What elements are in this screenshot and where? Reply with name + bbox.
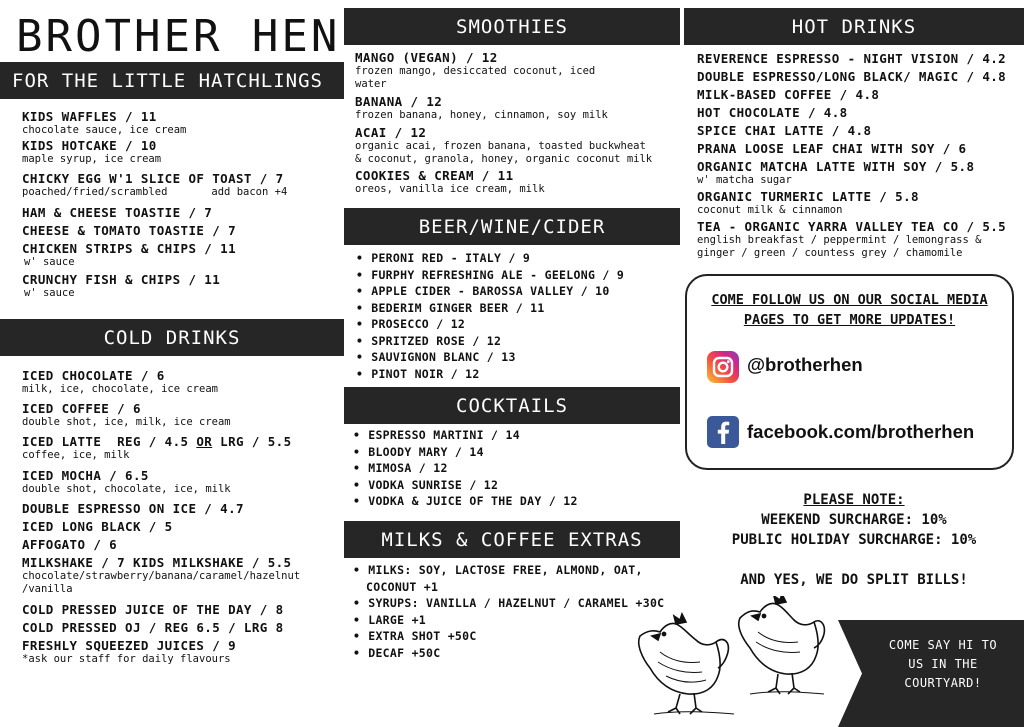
list-item: • BEDERIM GINGER BEER / 11 (356, 300, 624, 317)
smoothies-header (344, 8, 680, 45)
list-item: • PINOT NOIR / 12 (356, 366, 624, 383)
beer-wine-cider-list (356, 250, 624, 382)
menu-item: CHICKEN STRIPS & CHIPS / 11 w' sauce (22, 241, 236, 268)
holiday-surcharge: PUBLIC HOLIDAY SURCHARGE: 10% (731, 532, 977, 548)
menu-item: PRANA LOOSE LEAF CHAI WITH SOY / 6 (697, 141, 967, 156)
list-item: • ESPRESSO MARTINI / 14 (353, 427, 578, 444)
cocktails-header-label: COCKTAILS (456, 394, 568, 417)
list-item: • MIMOSA / 12 (353, 460, 578, 477)
list-item: • SYRUPS: VANILLA / HAZELNUT / CARAMEL +30C (353, 595, 664, 612)
menu-item: COOKIES & CREAM / 11 oreos, vanilla ice cream, milk (355, 168, 545, 195)
social-media-box (685, 274, 1014, 470)
menu-item: ORGANIC TURMERIC LATTE / 5.8 coconut milk & cinnamon (697, 189, 919, 216)
list-item: • APPLE CIDER - BAROSSA VALLEY / 10 (356, 283, 624, 300)
cocktails-list (353, 427, 578, 510)
extras-header (344, 521, 680, 558)
please-note (684, 490, 1024, 590)
extras-list (353, 562, 664, 661)
smoothies-menu (355, 50, 652, 196)
list-item: • VODKA & JUICE OF THE DAY / 12 (353, 493, 578, 510)
menu-item: ICED LONG BLACK / 5 (22, 519, 173, 534)
menu-item: DOUBLE ESPRESSO/LONG BLACK/ MAGIC / 4.8 (697, 69, 1007, 84)
cold-drinks-menu (22, 368, 300, 666)
menu-item: CHEESE & TOMATO TOASTIE / 7 (22, 223, 236, 238)
menu-item: FRESHLY SQUEEZED JUICES / 9 *ask our staff for daily flavours (22, 638, 236, 665)
list-item: • PROSECCO / 12 (356, 316, 624, 333)
menu-item: REVERENCE ESPRESSO - NIGHT VISION / 4.2 (697, 51, 1007, 66)
menu-item: KIDS WAFFLES / 11 chocolate sauce, ice cream (22, 109, 187, 136)
instagram-handle[interactable]: @brotherhen (747, 354, 863, 375)
menu-item: HOT CHOCOLATE / 4.8 (697, 105, 848, 120)
menu-item: ICED MOCHA / 6.5 double shot, chocolate, ice, milk (22, 468, 231, 495)
kids-header (0, 62, 344, 99)
brand-title: BROTHER HEN (16, 11, 341, 62)
smoothies-header-label: SMOOTHIES (456, 15, 568, 38)
menu-item: AFFOGATO / 6 (22, 537, 118, 552)
menu-item: HAM & CHEESE TOASTIE / 7 (22, 205, 213, 220)
menu-item: ICED LATTE REG / 4.5 OR LRG / 5.5 coffee, ice, milk (22, 434, 292, 461)
list-item: • SPRITZED ROSE / 12 (356, 333, 624, 350)
weekend-surcharge: WEEKEND SURCHARGE: 10% (761, 512, 947, 528)
list-item: • DECAF +50C (353, 645, 664, 662)
courtyard-text: COME SAY HI TO US IN THE COURTYARD! (888, 638, 998, 690)
hens-illustration (630, 596, 826, 720)
beer-wine-cider-header-label: BEER/WINE/CIDER (418, 215, 606, 238)
menu-item: MANGO (VEGAN) / 12 frozen mango, desiccated coconut, iced water (355, 50, 596, 90)
list-item: • EXTRA SHOT +50C (353, 628, 664, 645)
cold-drinks-header (0, 319, 344, 356)
menu-item: MILK-BASED COFFEE / 4.8 (697, 87, 880, 102)
list-item: • VODKA SUNRISE / 12 (353, 477, 578, 494)
menu-item: ACAI / 12 organic acai, frozen banana, toasted buckwheat & coconut, granola, honey, organic coconut milk (355, 125, 653, 165)
menu-item: KIDS HOTCAKE / 10 maple syrup, ice cream (22, 138, 162, 165)
list-item: • BLOODY MARY / 14 (353, 444, 578, 461)
menu-item: SPICE CHAI LATTE / 4.8 (697, 123, 872, 138)
please-note-title: PLEASE NOTE: (803, 492, 905, 508)
list-item-cont: COCONUT +1 (366, 579, 439, 594)
menu-item: TEA - ORGANIC YARRA VALLEY TEA CO / 5.5 english breakfast / peppermint / lemongrass & ginger / green / countess grey / chamomile (697, 219, 1007, 259)
split-bills-note: AND YES, WE DO SPLIT BILLS! (740, 572, 968, 588)
menu-item: MILKSHAKE / 7 KIDS MILKSHAKE / 5.5 chocolate/strawberry/banana/caramel/hazelnut /vanilla (22, 555, 301, 595)
menu-item: ORGANIC MATCHA LATTE WITH SOY / 5.8 w' matcha sugar (697, 159, 975, 186)
menu-item: BANANA / 12 frozen banana, honey, cinnamon, soy milk (355, 94, 608, 121)
menu-item: COLD PRESSED OJ / REG 6.5 / LRG 8 (22, 620, 284, 635)
kids-header-label: FOR THE LITTLE HATCHLINGS (12, 69, 323, 92)
cocktails-header (344, 387, 680, 424)
list-item: • LARGE +1 (353, 612, 664, 629)
facebook-icon (707, 416, 739, 448)
hot-drinks-menu (697, 51, 1006, 260)
extras-header-label: MILKS & COFFEE EXTRAS (381, 528, 643, 551)
social-headline: COME FOLLOW US ON OUR SOCIAL MEDIA PAGES TO GET MORE UPDATES! (711, 292, 988, 328)
list-item: • MILKS: SOY, LACTOSE FREE, ALMOND, OAT, (353, 562, 664, 579)
cold-drinks-header-label: COLD DRINKS (103, 326, 241, 349)
menu-item: DOUBLE ESPRESSO ON ICE / 4.7 (22, 501, 244, 516)
hot-drinks-header (684, 8, 1024, 45)
menu-item: CHICKY EGG W'1 SLICE OF TOAST / 7 poached/fried/scrambled add bacon +4 (22, 171, 288, 198)
hot-drinks-header-label: HOT DRINKS (791, 15, 917, 38)
menu-item: COLD PRESSED JUICE OF THE DAY / 8 (22, 602, 284, 617)
menu-item: ICED CHOCOLATE / 6 milk, ice, chocolate, ice cream (22, 368, 218, 395)
instagram-icon (707, 351, 739, 383)
kids-menu (22, 109, 287, 300)
list-item: • SAUVIGNON BLANC / 13 (356, 349, 624, 366)
menu-item: ICED COFFEE / 6 double shot, ice, milk, ice cream (22, 401, 231, 428)
facebook-link[interactable]: facebook.com/brotherhen (747, 421, 975, 442)
list-item: • FURPHY REFRESHING ALE - GEELONG / 9 (356, 267, 624, 284)
beer-wine-cider-header (344, 208, 680, 245)
menu-item: CRUNCHY FISH & CHIPS / 11 w' sauce (22, 272, 221, 299)
list-item: • PERONI RED - ITALY / 9 (356, 250, 624, 267)
